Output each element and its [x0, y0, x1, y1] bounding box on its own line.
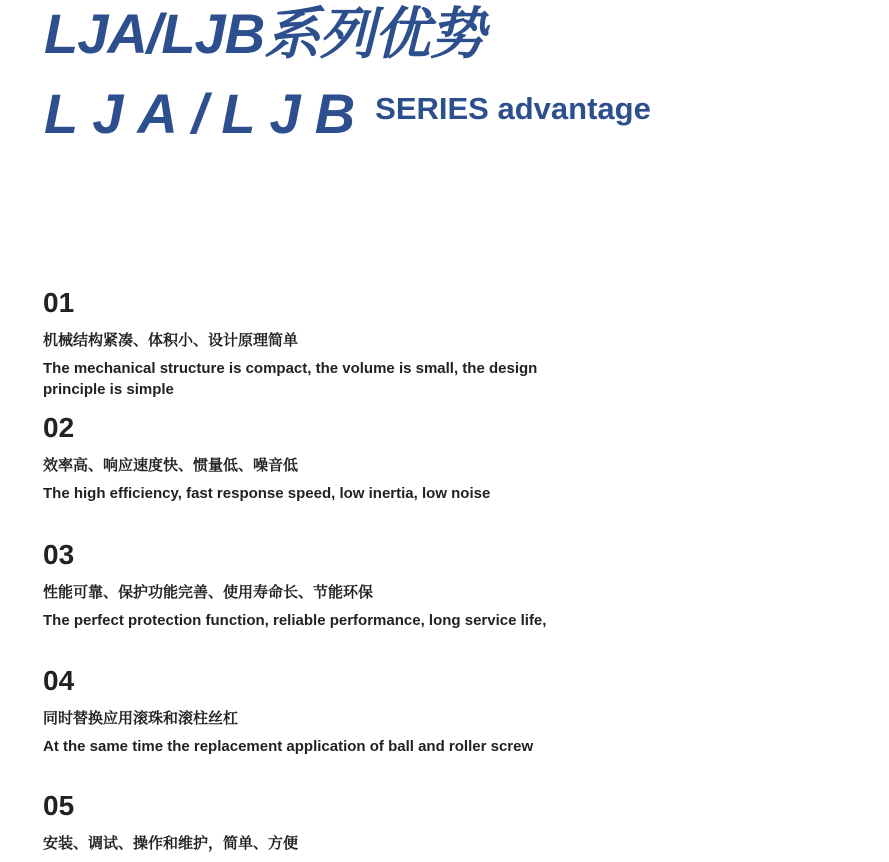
advantage-number: 05	[43, 790, 75, 821]
advantage-text-zh: 效率高、响应速度快、惯量低、噪音低	[43, 456, 299, 474]
advantage-text-en: The high efficiency, fast response speed, low inertia, low noise	[43, 485, 491, 502]
advantage-number: 04	[43, 665, 75, 696]
page-subtitle	[44, 82, 651, 145]
subtitle-model: LJA/LJB	[44, 82, 370, 145]
advantage-text-zh: 同时替换应用滚珠和滚柱丝杠	[43, 709, 239, 727]
advantage-text-zh: 机械结构紧凑、体积小、设计原理简单	[43, 331, 299, 349]
subtitle-series-advantage: SERIES advantage	[375, 91, 651, 126]
advantage-text-zh: 安装、调试、操作和维护，简单、方便	[43, 834, 299, 852]
advantage-item-04	[43, 667, 603, 757]
advantage-item-05	[43, 792, 603, 861]
advantage-item-01	[43, 289, 603, 400]
advantage-text-en: The perfect protection function, reliable performance, long service life,	[43, 612, 547, 629]
advantage-text-en: At the same time the replacement application of ball and roller screw	[43, 738, 534, 755]
page-title: LJA/LJB系列优势	[44, 2, 485, 65]
advantage-text-en: The mechanical structure is compact, the volume is small, the design principle is simple	[43, 360, 538, 398]
advantage-item-03	[43, 541, 603, 631]
advantage-text-zh: 性能可靠、保护功能完善、使用寿命长、节能环保	[43, 583, 374, 601]
advantage-number: 02	[43, 412, 75, 443]
advantage-number: 01	[43, 287, 75, 318]
advantage-number: 03	[43, 539, 75, 570]
advantage-item-02	[43, 414, 603, 504]
